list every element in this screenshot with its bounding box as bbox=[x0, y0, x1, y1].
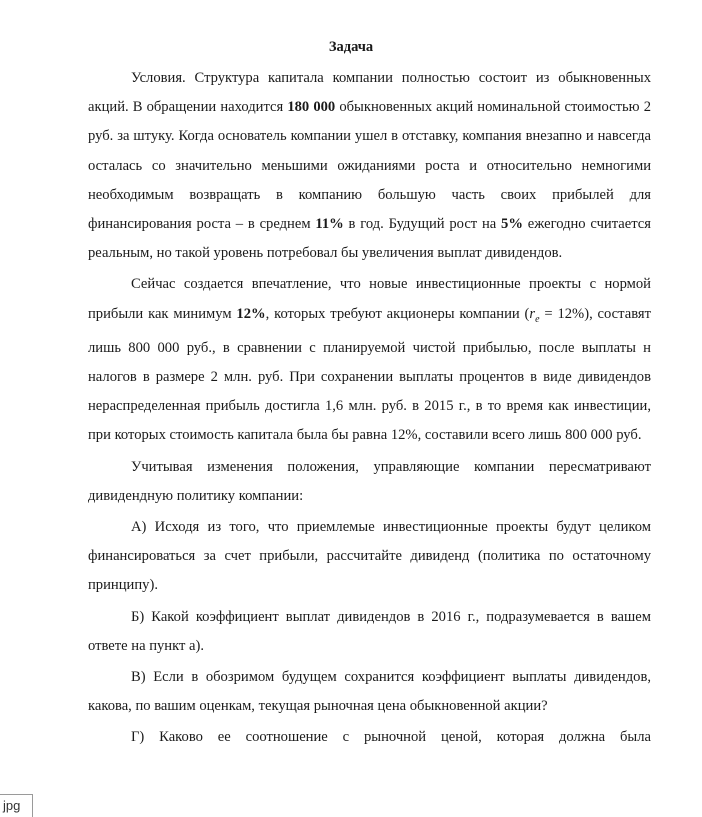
formula-value: = 12% bbox=[539, 305, 585, 322]
question-d: Г) Каково ее соотношение с рыночной ценой, которая должна была bbox=[131, 729, 651, 746]
document-body bbox=[88, 64, 651, 753]
reinvest-rate: 11% bbox=[315, 216, 344, 233]
question-a: А) Исходя из того, что приемлемые инвестиционные проекты будут целиком финансироваться за счет прибыли, рассчитайте дивиденд (политика по остаточному принципу). bbox=[88, 518, 651, 594]
paragraph-intro-questions: Учитывая изменения положения, управляющие компании пересматривают дивидендную политику компании: bbox=[88, 458, 651, 504]
formula-re: $r_e$ bbox=[529, 305, 540, 325]
paragraph-conditions bbox=[88, 64, 651, 268]
paragraph-text: Условия. Структура капитала компании полностью состоит из обыкновенных акций. В обращении находится bbox=[88, 70, 651, 116]
paragraph-text: ежегодно считается реальным, но такой уровень потребовал бы увеличения выплат дивидендов. bbox=[88, 216, 651, 262]
file-type-tag: jpg bbox=[0, 794, 33, 817]
paragraph-text: в год. Будущий рост на bbox=[343, 216, 502, 233]
required-return: 12% bbox=[236, 305, 266, 322]
document-title: Задача bbox=[328, 39, 374, 55]
paragraph-text: , которых требуют акционеры компании ( bbox=[265, 305, 530, 322]
paragraph-text: ), составят лишь 800 000 руб., в сравнении с планируемой чистой прибылью, после выплаты н налогов в размере 2 млн. руб. При сохранении выплаты процентов в виде дивидендов нераспределенная прибыль достигла 1,6 млн. руб. в 2015 г., в то время как инвестиции, при которых стоимость капитала была бы равна 12%, составили всего лишь 800 000 руб. bbox=[88, 305, 651, 444]
shares-count: 180 000 bbox=[287, 99, 336, 116]
question-b: Б) Какой коэффициент выплат дивидендов в 2016 г., подразумевается в вашем ответе на пункт а). bbox=[88, 608, 651, 654]
paragraph-text: обыкновенных акций номинальной стоимостью 2 руб. за штуку. Когда основатель компании ушел в отставку, компания внезапно и навсегда осталась со значительно меньшими ожиданиями роста и относительно немногими необходимым возвращать в компанию большую часть своих прибылей для финансирования роста – в среднем bbox=[88, 99, 651, 233]
paragraph-situation bbox=[88, 270, 651, 450]
paragraph-text: Сейчас создается впечатление, что новые инвестиционные проекты с нормой прибыли как минимум bbox=[88, 276, 651, 322]
question-c: В) Если в обозримом будущем сохранится коэффициент выплаты дивидендов, какова, по вашим оценкам, текущая рыночная цена обыкновенной акции? bbox=[88, 668, 651, 715]
growth-rate: 5% bbox=[501, 216, 523, 233]
